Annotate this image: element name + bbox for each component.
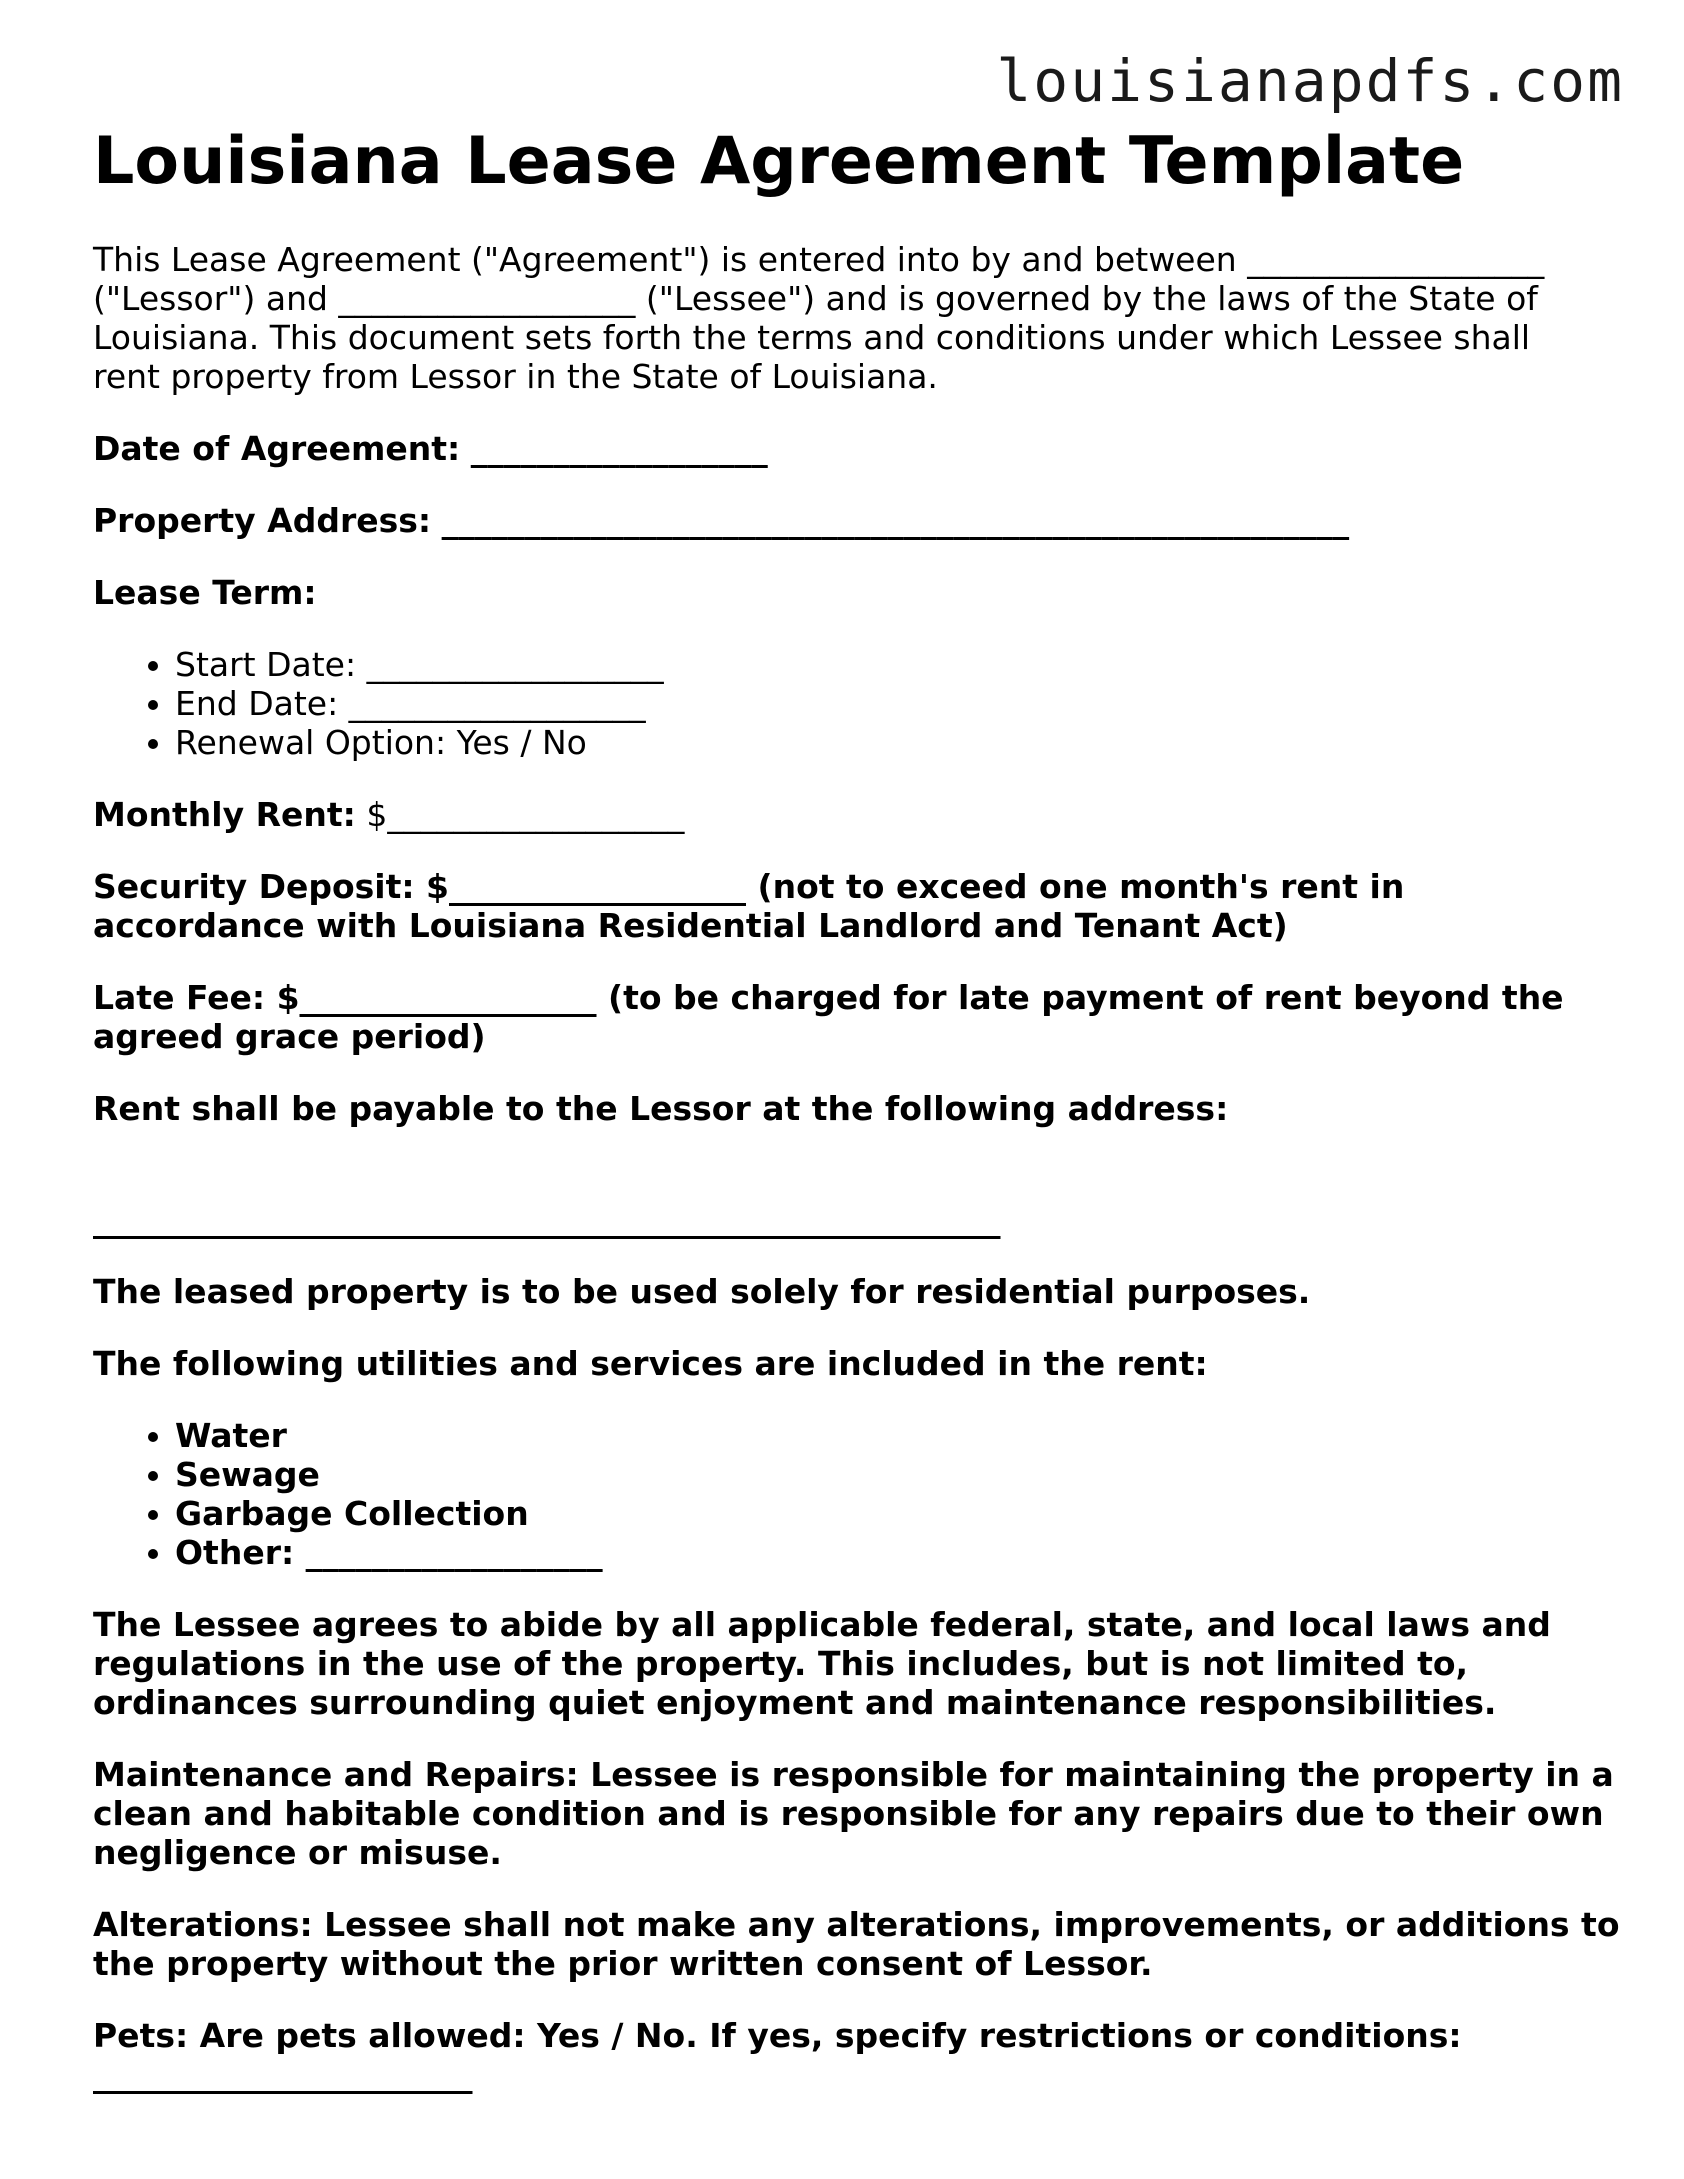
date-of-agreement-label: Date of Agreement: bbox=[93, 429, 461, 468]
document-title: Louisiana Lease Agreement Template bbox=[93, 124, 1465, 199]
intro-paragraph: This Lease Agreement ("Agreement") is entered into by and between __________________ ("Lessor") and __________________ ("Lessee") and is governed by the laws of the State of Louisiana. This document sets forth the terms and conditions under which Lessee shall rent property from Lessor in the State of Louisiana. bbox=[93, 240, 1545, 396]
lease-term-renewal-option: • Renewal Option: Yes / No bbox=[175, 723, 1623, 762]
monthly-rent-label: Monthly Rent: bbox=[93, 795, 356, 834]
site-watermark: louisianapdfs.com bbox=[996, 47, 1624, 115]
property-address-blank: _______________________________________________________ bbox=[441, 501, 1350, 540]
property-address-label: Property Address: bbox=[93, 501, 432, 540]
alterations-paragraph: Alterations: Lessee shall not make any alterations, improvements, or additions to the property without the prior written consent of Lessor. bbox=[93, 1905, 1620, 1983]
monthly-rent-field bbox=[93, 795, 1623, 834]
late-fee-paragraph: Late Fee: $__________________ (to be charged for late payment of rent beyond the agreed grace period) bbox=[93, 978, 1564, 1056]
rent-payable-paragraph: Rent shall be payable to the Lessor at the following address: bbox=[93, 1089, 1229, 1128]
document-page bbox=[93, 122, 1623, 2094]
rent-payable-address-blank: _______________________________________________________ bbox=[93, 1200, 1001, 1239]
security-deposit-paragraph: Security Deposit: $__________________ (not to exceed one month's rent in accordance with Louisiana Residential Landlord and Tenant Act) bbox=[93, 867, 1405, 945]
date-of-agreement-blank: __________________ bbox=[470, 429, 768, 468]
property-address-field bbox=[93, 501, 1623, 540]
lease-term-start-date: • Start Date: __________________ bbox=[175, 645, 1623, 684]
utility-water: • Water bbox=[175, 1416, 1623, 1455]
utility-other: • Other: __________________ bbox=[175, 1533, 1623, 1572]
laws-paragraph: The Lessee agrees to abide by all applicable federal, state, and local laws and regulations in the use of the property. This includes, but is not limited to, ordinances surrounding quiet enjoyment and maintenance responsibilities. bbox=[93, 1605, 1551, 1722]
utility-sewage: • Sewage bbox=[175, 1455, 1623, 1494]
utilities-list bbox=[93, 1416, 1623, 1572]
pets-paragraph: Pets: Are pets allowed: Yes / No. If yes, specify restrictions or conditions: _______________________ bbox=[93, 2016, 1462, 2094]
utilities-heading: The following utilities and services are included in the rent: bbox=[93, 1344, 1208, 1383]
date-of-agreement-field bbox=[93, 429, 1623, 468]
lease-term-list bbox=[93, 645, 1623, 762]
monthly-rent-blank: $__________________ bbox=[366, 795, 685, 834]
lease-term-heading: Lease Term: bbox=[93, 573, 317, 612]
maintenance-paragraph: Maintenance and Repairs: Lessee is responsible for maintaining the property in a clean and habitable condition and is responsible for any repairs due to their own negligence or misuse. bbox=[93, 1755, 1614, 1872]
residential-use-paragraph: The leased property is to be used solely for residential purposes. bbox=[93, 1272, 1311, 1311]
lease-term-end-date: • End Date: __________________ bbox=[175, 684, 1623, 723]
utility-garbage-collection: • Garbage Collection bbox=[175, 1494, 1623, 1533]
